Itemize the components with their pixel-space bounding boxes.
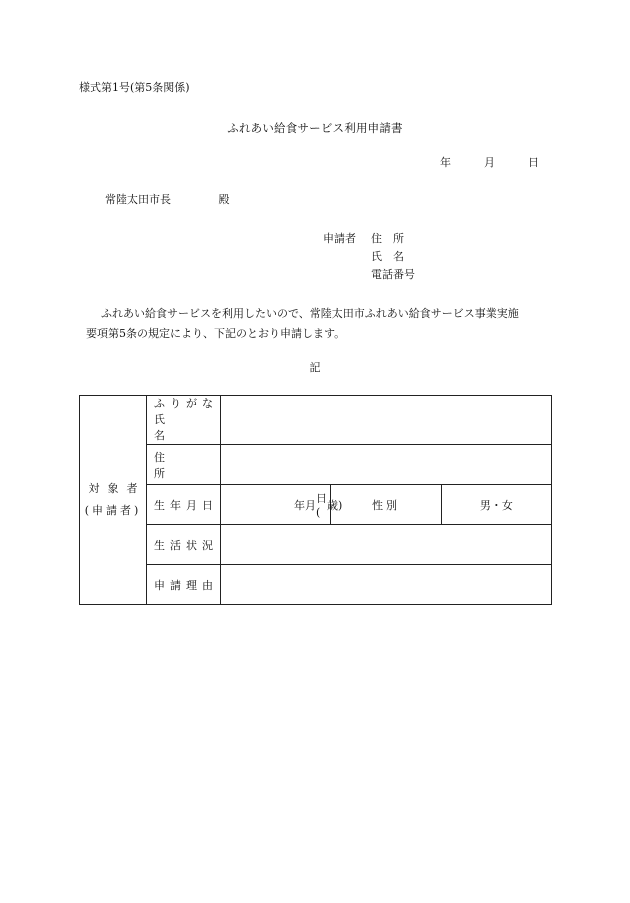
furigana-name-label-cell — [147, 396, 221, 445]
reason-label-cell — [147, 565, 221, 605]
name-input-cell[interactable] — [221, 396, 552, 445]
date-year: 年 — [440, 156, 451, 169]
living-input-cell[interactable] — [221, 525, 552, 565]
applicant-name-label: 氏 名 — [371, 250, 404, 263]
sex-value: 男・女 — [479, 498, 513, 512]
applicant-phone-label: 電話番号 — [371, 268, 415, 281]
statement-line-1: ふれあい給食サービスを利用したいので、常陸太田市ふれあい給食サービス事業実施 — [101, 307, 519, 320]
applicant-details-table — [79, 395, 552, 605]
addressee-name: 常陸太田市長 — [105, 193, 171, 206]
target-sub-label: (申請者) — [84, 504, 142, 517]
date-day: 日 — [528, 156, 539, 169]
date-line — [440, 156, 539, 170]
birth-month: 月 — [305, 498, 316, 512]
birth-year: 年 — [294, 498, 305, 512]
furigana-label: ふりがな — [154, 397, 218, 410]
ki-heading: 記 — [309, 361, 321, 374]
living-label-cell — [147, 525, 221, 565]
birth-age: 歳) — [327, 498, 343, 512]
sex-label: 性別 — [371, 498, 400, 512]
reason-label: 申請理由 — [154, 578, 218, 592]
sex-label-cell — [331, 485, 441, 525]
birthdate-label: 生年月日 — [154, 498, 218, 512]
date-month: 月 — [484, 156, 495, 169]
statement-line-2: 要項第5条の規定により、下記のとおり申請します。 — [86, 327, 346, 340]
birthdate-label-cell — [147, 485, 221, 525]
sex-value-cell[interactable] — [441, 485, 551, 525]
address-label-cell — [147, 445, 221, 485]
addressee — [105, 193, 230, 207]
form-number: 様式第1号(第5条関係) — [79, 81, 190, 94]
addressee-honorific: 殿 — [218, 193, 230, 206]
target-label: 対象者 — [88, 482, 146, 495]
reason-input-cell[interactable] — [221, 565, 552, 605]
birthdate-input-cell[interactable] — [221, 485, 343, 525]
applicant-address-label: 住 所 — [371, 232, 404, 245]
target-person-cell — [80, 396, 147, 605]
living-label: 生活状況 — [154, 538, 218, 552]
address-input-cell[interactable] — [221, 445, 552, 485]
name-label: 氏 名 — [154, 413, 204, 442]
address-label: 住 所 — [154, 450, 204, 480]
request-statement — [86, 304, 556, 344]
birth-day: 日( — [316, 492, 327, 519]
document-title: ふれあい給食サービス利用申請書 — [227, 121, 403, 135]
applicant-label: 申請者 — [323, 232, 356, 245]
